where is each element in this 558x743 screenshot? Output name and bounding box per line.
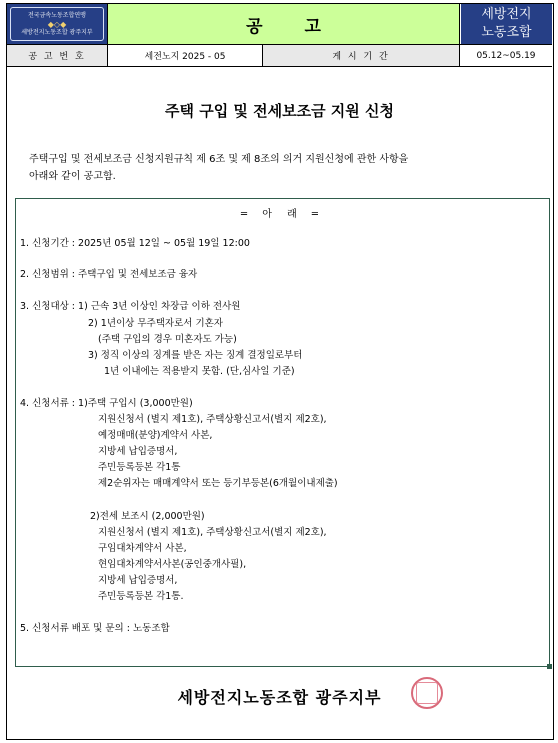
logo-badge: [10, 7, 104, 41]
item-eligibility-line: 1년 이내에는 적용받지 못함. (단,심사일 기준): [104, 366, 295, 377]
item-document-line: 현임대차계약서사본(공인중개사필),: [98, 559, 247, 570]
intro-line: 아래와 같이 공고함.: [29, 171, 116, 182]
item-document-line: 주민등록등본 각1통: [98, 462, 181, 473]
logo-emblem-icon: ◆◇◆: [47, 19, 67, 29]
official-seal-icon: [411, 677, 443, 709]
document-title: 주택 구입 및 전세보조금 지원 신청: [165, 102, 394, 120]
union-name-line1: 세방전지: [481, 7, 532, 22]
item-document-line: 예정매매(분양)계약서 사본,: [98, 430, 213, 441]
item-document-line: 지방세 납입증명서,: [98, 575, 178, 586]
notice-number-value: 세전노지 2025 - 05: [108, 45, 263, 66]
item-eligibility-line: 2) 1년이상 무주택자로서 기혼자: [88, 318, 223, 329]
posting-period-label: 게 시 기 간: [263, 45, 460, 66]
item-lease-documents: 2)전세 보조시 (2,000만원): [90, 511, 205, 522]
logo-top-text: 전국금속노동조합연맹: [28, 11, 86, 19]
notice-frame: [6, 3, 554, 740]
item-application-period: 1. 신청기간 : 2025년 05월 12일 ~ 05월 19일 12:00: [20, 238, 250, 249]
footer-organization: 세방전지노동조합 광주지부: [177, 688, 382, 707]
item-document-line: 제2순위자는 매매계약서 또는 등기부등본(6개월이내제출): [98, 478, 338, 489]
intro-line: 주택구입 및 전세보조금 신청지원규칙 제 6조 및 제 8조의 의거 지원신청에 관한 사항을: [29, 154, 409, 165]
item-inquiry: 5. 신청서류 배포 및 문의 : 노동조합: [20, 623, 170, 634]
union-logo: [7, 4, 108, 44]
posting-period-value: 05.12~05.19: [476, 50, 536, 61]
item-document-line: 지원신청서 (별지 제1호), 주택상황신고서(별지 제2호),: [98, 527, 327, 538]
header-row: [7, 4, 552, 45]
seal-inner-mark: [416, 682, 438, 704]
details-heading: ═ 아 래 ═: [241, 209, 324, 220]
item-application-scope: 2. 신청범위 : 주택구입 및 전세보조금 융자: [20, 269, 198, 280]
notice-title: 공 고: [108, 4, 460, 44]
item-document-line: 주민등록등본 각1통.: [98, 591, 184, 602]
box-corner-marker: [547, 664, 552, 669]
notice-number-label: 공 고 번 호: [7, 45, 108, 66]
item-eligibility-line: 3) 정직 이상의 징계를 받은 자는 징계 결정일로부터: [88, 350, 303, 361]
union-name-line2: 노동조합: [481, 25, 532, 40]
logo-bottom-text: 세방전지노동조합 광주지부: [21, 28, 93, 36]
item-document-line: 구임대차계약서 사본,: [98, 543, 187, 554]
union-name-cell: [461, 4, 552, 44]
intro-paragraph: [29, 151, 529, 185]
info-row: [7, 45, 552, 67]
item-document-line: 지방세 납입증명서,: [98, 446, 178, 457]
item-eligibility-line: (주택 구입의 경우 미혼자도 가능): [98, 334, 237, 345]
item-eligibility: 3. 신청대상 : 1) 근속 3년 이상인 차장급 이하 전사원: [20, 301, 241, 312]
item-documents: 4. 신청서류 : 1)주택 구입시 (3,000만원): [20, 398, 193, 409]
item-document-line: 지원신청서 (별지 제1호), 주택상황신고서(별지 제2호),: [98, 414, 327, 425]
details-box: [15, 198, 550, 667]
